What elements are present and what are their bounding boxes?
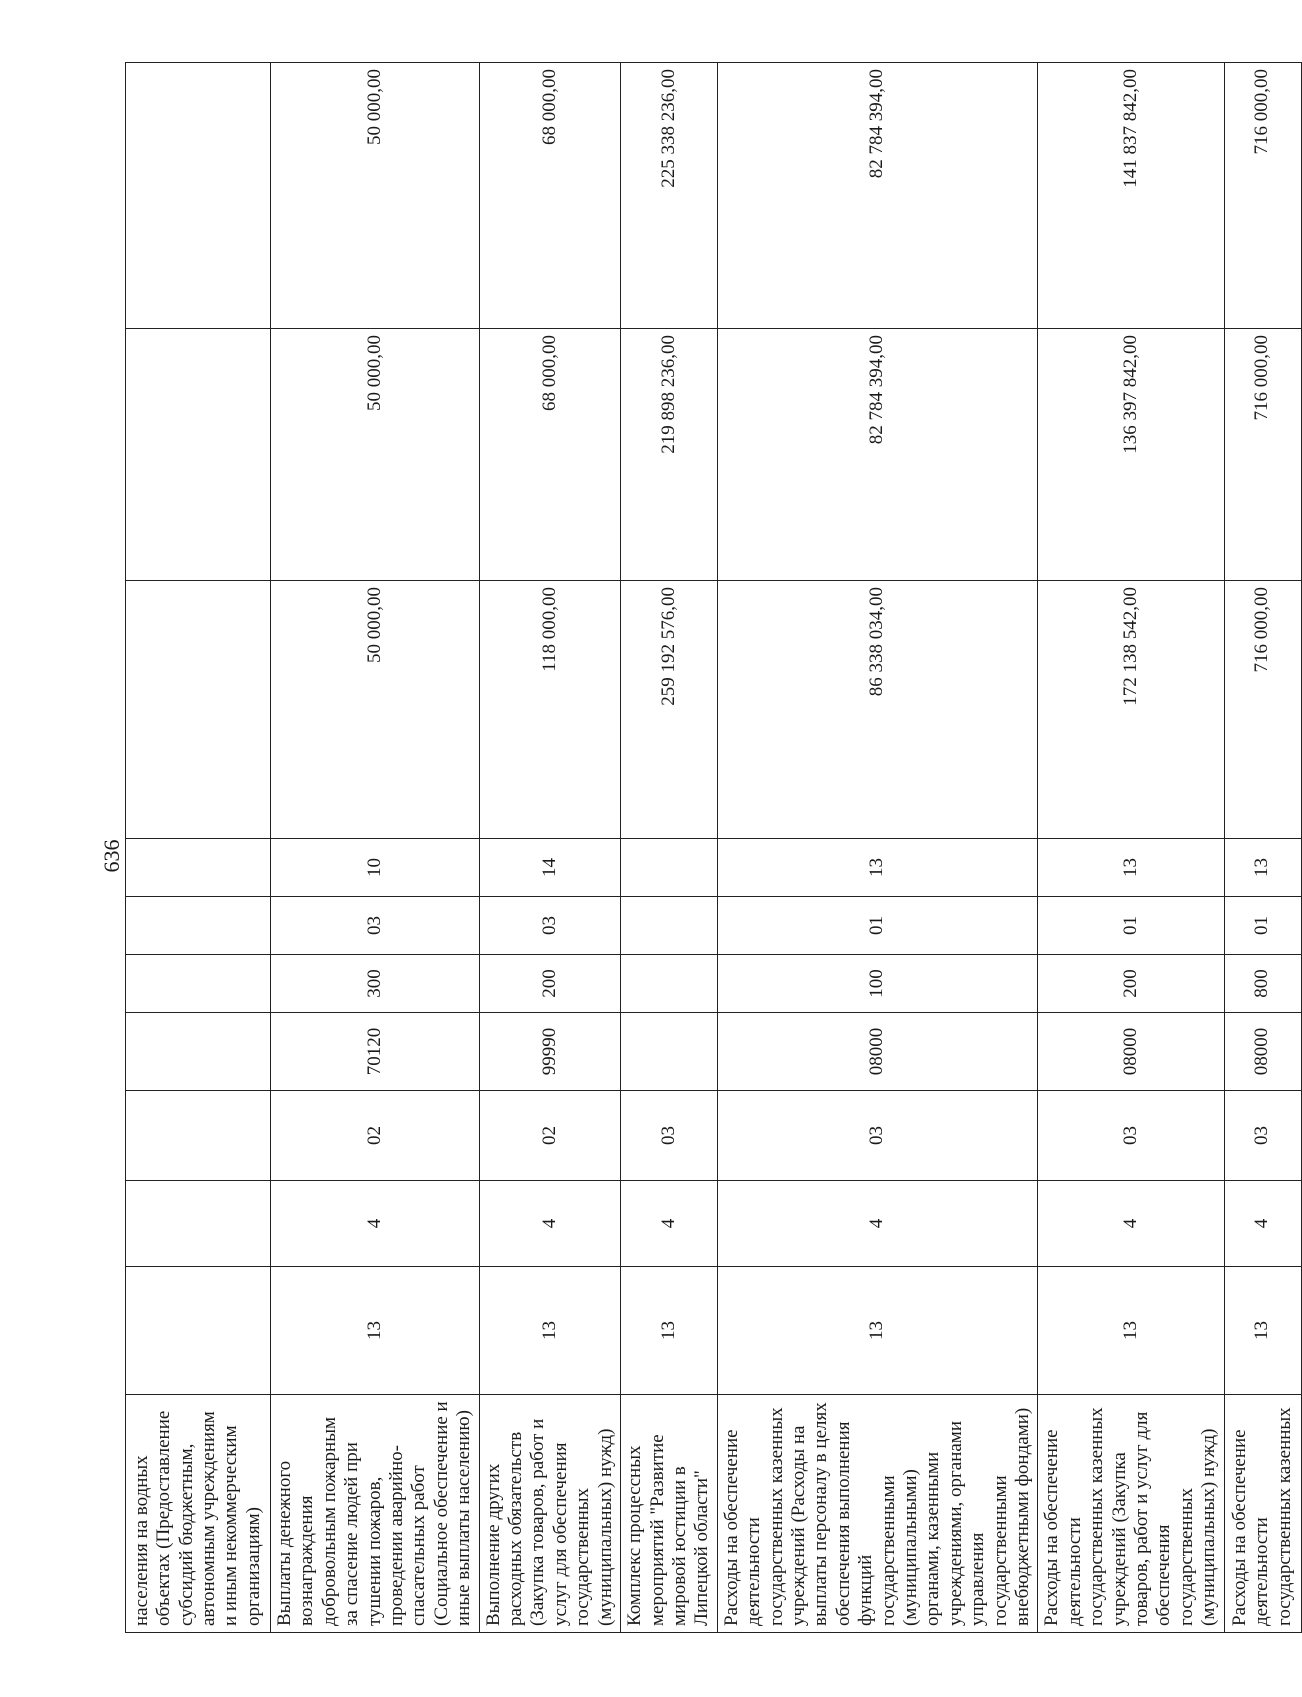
col-code-1: 13 <box>1038 1267 1224 1395</box>
col-code-6: 01 <box>717 897 1038 955</box>
amount-1: 259 192 576,00 <box>621 581 718 839</box>
col-code-4: 70120 <box>271 1013 480 1091</box>
amount-3: 716 000,00 <box>1224 63 1301 329</box>
page-number: 636 <box>99 839 124 873</box>
amount-3: 225 338 236,00 <box>621 63 718 329</box>
col-code-4: 08000 <box>1224 1013 1301 1091</box>
rotated-page-content <box>125 63 1295 1633</box>
col-code-5: 800 <box>1224 955 1301 1013</box>
amount-2 <box>126 329 271 581</box>
col-code-7: 13 <box>1038 839 1224 897</box>
col-code-6 <box>126 897 271 955</box>
col-code-4: 08000 <box>717 1013 1038 1091</box>
table-row <box>479 63 620 1633</box>
col-code-5 <box>126 955 271 1013</box>
col-code-3: 03 <box>621 1091 718 1181</box>
col-code-3 <box>126 1091 271 1181</box>
col-code-2 <box>126 1181 271 1267</box>
col-code-4 <box>126 1013 271 1091</box>
col-code-2: 4 <box>479 1181 620 1267</box>
amount-2: 82 784 394,00 <box>717 329 1038 581</box>
col-code-1: 13 <box>271 1267 480 1395</box>
col-code-3: 02 <box>271 1091 480 1181</box>
col-code-6 <box>621 897 718 955</box>
col-code-5: 300 <box>271 955 480 1013</box>
amount-1: 86 338 034,00 <box>717 581 1038 839</box>
budget-table <box>125 62 1302 1633</box>
col-code-7: 13 <box>717 839 1038 897</box>
table-row <box>271 63 480 1633</box>
col-code-3: 02 <box>479 1091 620 1181</box>
col-code-4: 99990 <box>479 1013 620 1091</box>
col-code-3: 03 <box>1224 1091 1301 1181</box>
amount-3: 50 000,00 <box>271 63 480 329</box>
col-code-6: 01 <box>1038 897 1224 955</box>
row-name: Выплаты денежного вознаграждения добровольным пожарным за спасение людей при тушении пожаров, проведении аварийно-спасательных работ (Социальное обеспечение и иные выплаты населению) <box>271 1395 480 1633</box>
row-name: населения на водных объектах (Предоставление субсидий бюджетным, автономным учреждениям и иным некоммерческим организациям) <box>126 1395 271 1633</box>
amount-1 <box>126 581 271 839</box>
col-code-2: 4 <box>1224 1181 1301 1267</box>
col-code-4 <box>621 1013 718 1091</box>
col-code-6: 01 <box>1224 897 1301 955</box>
col-code-7: 13 <box>1224 839 1301 897</box>
col-code-1: 13 <box>1224 1267 1301 1395</box>
amount-2: 68 000,00 <box>479 329 620 581</box>
amount-2: 136 397 842,00 <box>1038 329 1224 581</box>
table-row <box>126 63 271 1633</box>
row-name: Расходы на обеспечение деятельности государственных казенных учреждений (Расходы на выплаты персоналу в целях обеспечения выполнения функций государственными (муниципальными) органами, казенными учреждениями, органами управления государственными внебюджетными фондами) <box>717 1395 1038 1633</box>
col-code-5: 100 <box>717 955 1038 1013</box>
amount-3: 82 784 394,00 <box>717 63 1038 329</box>
amount-1: 172 138 542,00 <box>1038 581 1224 839</box>
row-name: Комплекс процессных мероприятий "Развитие мировой юстиции в Липецкой области" <box>621 1395 718 1633</box>
amount-1: 716 000,00 <box>1224 581 1301 839</box>
col-code-7: 10 <box>271 839 480 897</box>
col-code-2: 4 <box>717 1181 1038 1267</box>
col-code-3: 03 <box>1038 1091 1224 1181</box>
col-code-2: 4 <box>1038 1181 1224 1267</box>
amount-1: 118 000,00 <box>479 581 620 839</box>
amount-2: 50 000,00 <box>271 329 480 581</box>
amount-3: 68 000,00 <box>479 63 620 329</box>
col-code-5 <box>621 955 718 1013</box>
col-code-1: 13 <box>479 1267 620 1395</box>
table-row <box>1224 63 1301 1633</box>
col-code-7 <box>126 839 271 897</box>
row-name: Расходы на обеспечение деятельности государственных казенных учреждений (Закупка товаров, работ и услуг для обеспечения государственных (муниципальных) нужд) <box>1038 1395 1224 1633</box>
table-row <box>1038 63 1224 1633</box>
amount-2: 716 000,00 <box>1224 329 1301 581</box>
table-row <box>717 63 1038 1633</box>
amount-1: 50 000,00 <box>271 581 480 839</box>
col-code-2: 4 <box>271 1181 480 1267</box>
row-name: Выполнение других расходных обязательств (Закупка товаров, работ и услуг для обеспечения государственных (муниципальных) нужд) <box>479 1395 620 1633</box>
col-code-7: 14 <box>479 839 620 897</box>
col-code-4: 08000 <box>1038 1013 1224 1091</box>
amount-3: 141 837 842,00 <box>1038 63 1224 329</box>
col-code-1: 13 <box>717 1267 1038 1395</box>
col-code-5: 200 <box>479 955 620 1013</box>
col-code-1: 13 <box>621 1267 718 1395</box>
col-code-7 <box>621 839 718 897</box>
row-name: Расходы на обеспечение деятельности государственных казенных <box>1224 1395 1301 1633</box>
col-code-5: 200 <box>1038 955 1224 1013</box>
col-code-3: 03 <box>717 1091 1038 1181</box>
col-code-6: 03 <box>479 897 620 955</box>
col-code-2: 4 <box>621 1181 718 1267</box>
col-code-6: 03 <box>271 897 480 955</box>
amount-2: 219 898 236,00 <box>621 329 718 581</box>
col-code-1 <box>126 1267 271 1395</box>
table-row <box>621 63 718 1633</box>
amount-3 <box>126 63 271 329</box>
